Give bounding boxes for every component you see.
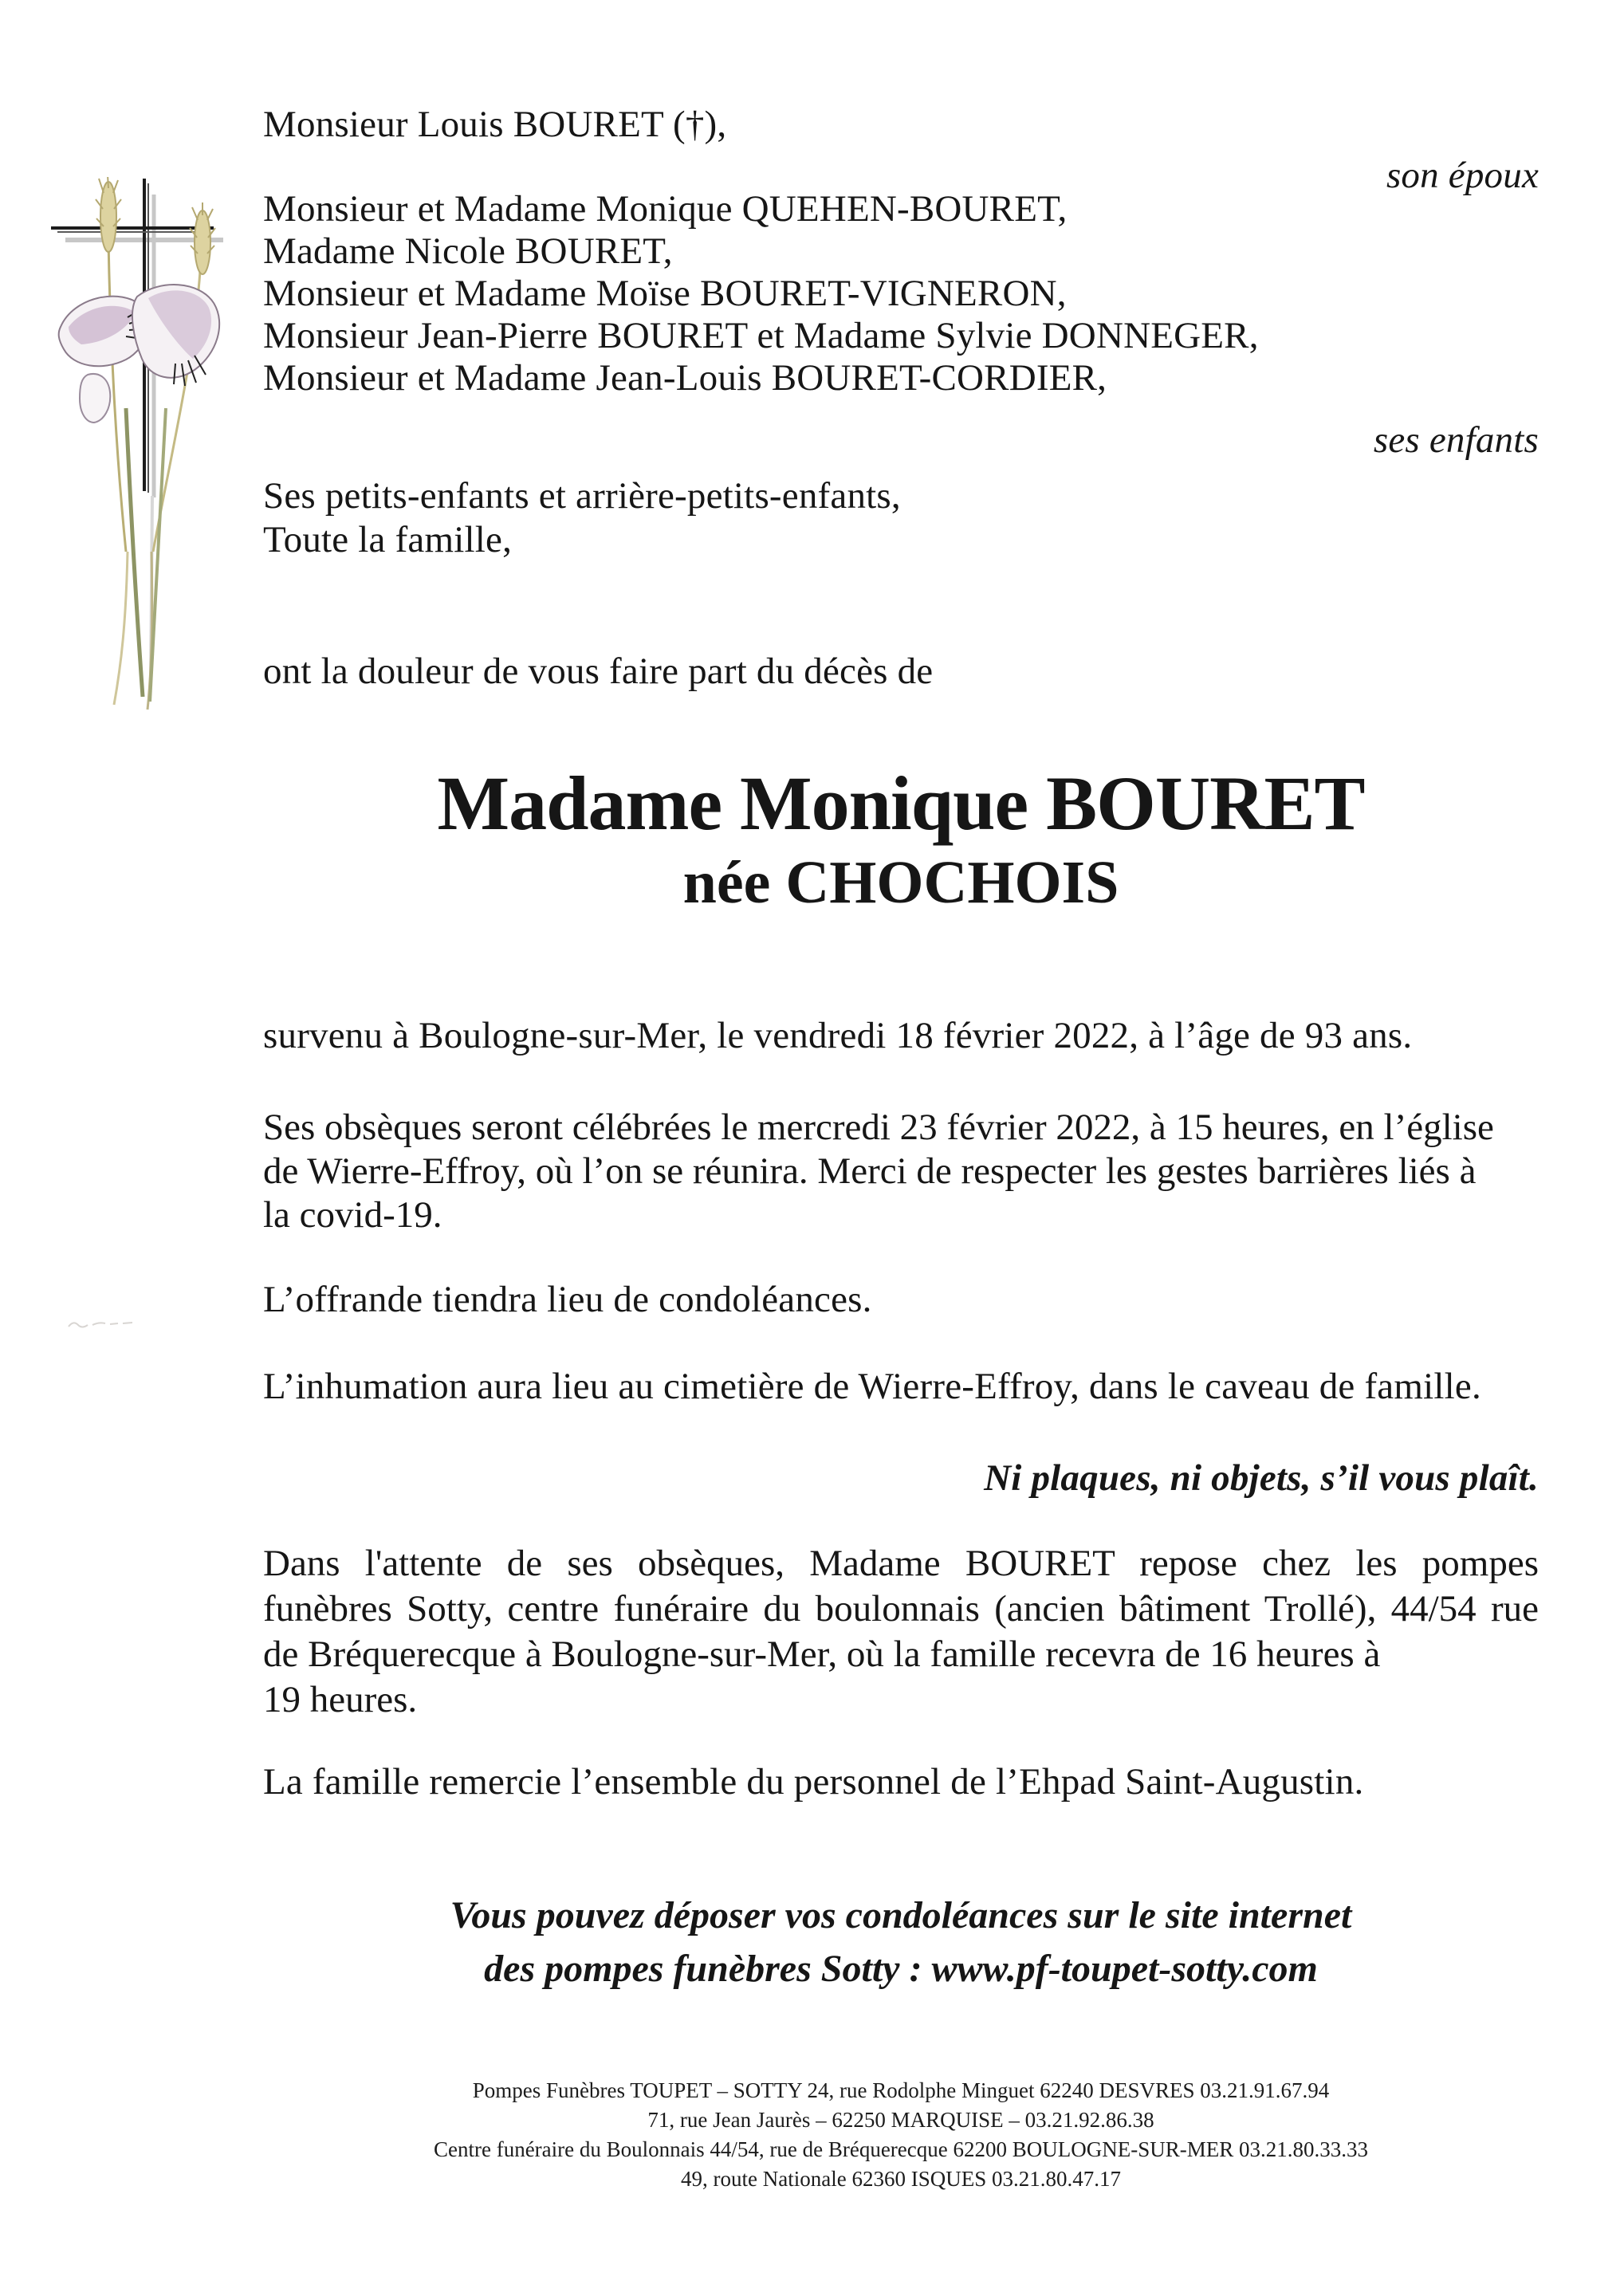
condolences-line-1: Vous pouvez déposer vos condoléances sur le site internet (450, 1894, 1352, 1936)
child-line-1: Monsieur et Madame Monique QUEHEN-BOURET, (263, 188, 1068, 230)
child-line-2: Madame Nicole BOURET, (263, 230, 673, 272)
pencil-scribble-artifact (65, 1314, 137, 1335)
funeral-line-2: de Wierre-Effroy, où l’on se réunira. Merci de respecter les gestes barrières liés à (263, 1150, 1477, 1192)
repose-line-4: 19 heures. (263, 1679, 418, 1720)
burial-line: L’inhumation aura lieu au cimetière de Wierre-Effroy, dans le caveau de famille. (263, 1366, 1481, 1407)
wheat-stem-left (108, 239, 126, 552)
no-plaques-line: Ni plaques, ni objets, s’il vous plaît. (984, 1457, 1539, 1499)
footer-line-4: 49, route Nationale 62360 ISQUES 03.21.80.47.17 (681, 2167, 1121, 2191)
relation-children-label: ses enfants (1373, 419, 1539, 461)
calla-bud (80, 374, 110, 423)
thanks-line: La famille remercie l’ensemble du personnel de l’Ehpad Saint-Augustin. (263, 1761, 1364, 1803)
deceased-name-title: Madame Monique BOURET (437, 761, 1365, 846)
relation-husband-label: son époux (1386, 155, 1539, 196)
funeral-home-footer (263, 2076, 1539, 2194)
footer-line-1: Pompes Funèbres TOUPET – SOTTY 24, rue Rodolphe Minguet 62240 DESVRES 03.21.91.67.94 (472, 2078, 1330, 2102)
child-line-4: Monsieur Jean-Pierre BOURET et Madame Sylvie DONNEGER, (263, 315, 1259, 356)
funeral-line-1: Ses obsèques seront célébrées le mercredi 23 février 2022, à 15 heures, en l’église (263, 1107, 1494, 1148)
repose-line-3: de Bréquerecque à Boulogne-sur-Mer, où la famille recevra de 16 heures à (263, 1634, 1381, 1675)
repose-paragraph (263, 1541, 1539, 1723)
family-line: Toute la famille, (263, 519, 513, 560)
maiden-name-subtitle: née CHOCHOIS (682, 849, 1119, 916)
repose-line-2: funèbres Sotty, centre funéraire du boulonnais (ancien bâtiment Trollé), 44/54 rue (263, 1588, 1539, 1630)
footer-line-2: 71, rue Jean Jaurès – 62250 MARQUISE – 03.21.92.86.38 (647, 2108, 1154, 2132)
offering-line: L’offrande tiendra lieu de condoléances. (263, 1279, 872, 1320)
funeral-line-3: la covid-19. (263, 1194, 442, 1236)
wheat-leaf-1 (114, 552, 128, 705)
death-details-line: survenu à Boulogne-sur-Mer, le vendredi 18 février 2022, à l’âge de 93 ans. (263, 1015, 1413, 1056)
child-line-3: Monsieur et Madame Moïse BOURET-VIGNERON, (263, 273, 1067, 314)
child-line-5: Monsieur et Madame Jean-Louis BOURET-CORDIER, (263, 357, 1107, 399)
husband-line: Monsieur Louis BOURET (†), (263, 104, 727, 145)
footer-line-3: Centre funéraire du Boulonnais 44/54, rue de Bréquerecque 62200 BOULOGNE-SUR-MER 03.21.80.33.33 (433, 2137, 1369, 2161)
announcement-intro: ont la douleur de vous faire part du décès de (263, 651, 934, 692)
cross-lilies-wheat-illustration (32, 177, 271, 719)
repose-line-1: Dans l'attente de ses obsèques, Madame BOURET repose chez les pompes (263, 1543, 1539, 1584)
grandchildren-line: Ses petits-enfants et arrière-petits-enfants, (263, 475, 901, 517)
condolences-line-2: des pompes funèbres Sotty : www.pf-toupet-sotty.com (484, 1948, 1318, 1990)
condolences-notice (263, 1889, 1539, 1995)
funeral-paragraph (263, 1106, 1539, 1237)
